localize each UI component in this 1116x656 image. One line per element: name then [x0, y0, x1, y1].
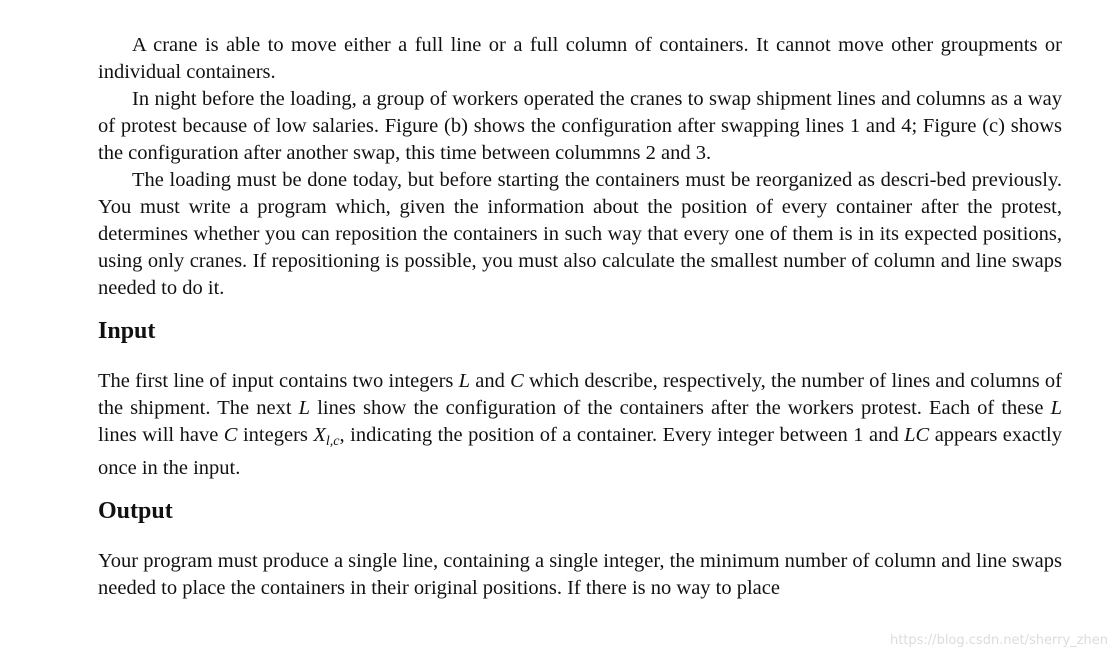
document-page [98, 32, 1062, 602]
watermark-url: https://blog.csdn.net/sherry_zhen [889, 633, 1108, 648]
paragraph-protest: In night before the loading, a group of workers operated the cranes to swap shipment lines and columns as a way of protest because of low salaries. Figure (b) shows the configuration after swapping lines 1 and 4; Figure (c) shows the configuration after another swap, this time between colummns 2 and 3. [98, 88, 1062, 164]
paragraph-crane: A crane is able to move either a full line or a full column of containers. It cannot move other groupments or individual containers. [98, 34, 1062, 83]
input-description: The first line of input contains two integers L and C which describe, respectively, the number of lines and columns of the shipment. The next L lines show the configuration of the containers after the workers protest. Each of these L lines will have C integers $X_{l,c}$, indicating the position of a container. Every integer between 1 and LC appears exactly once in the input. [98, 370, 1062, 479]
paragraph-loading: The loading must be done today, but before starting the containers must be reorganized as descri-bed previously. You must write a program which, given the information about the position of every container after the protest, determines whether you can reposition the containers in such way that every one of them is in its expected positions, using only cranes. If repositioning is possible, you must also calculate the smallest number of column and line swaps needed to do it. [98, 169, 1062, 299]
input-heading: Input [98, 318, 156, 344]
output-description: Your program must produce a single line, containing a single integer, the minimum number of column and line swaps needed to place the containers in their original positions. If there is no way to place [98, 550, 1062, 599]
output-heading: Output [98, 498, 173, 524]
